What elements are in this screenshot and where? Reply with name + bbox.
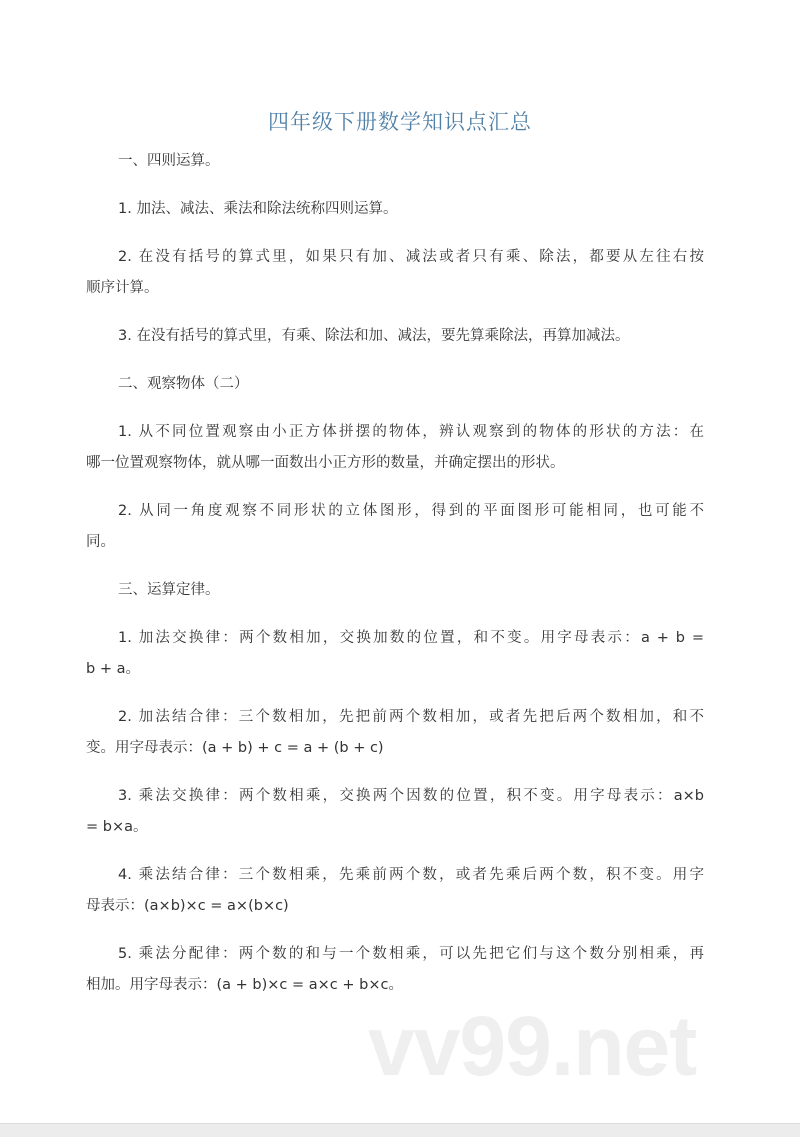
paragraph-line: 2. 在没有括号的算式里，如果只有加、减法或者只有乘、除法，都要从左往右按 bbox=[118, 249, 704, 265]
paragraph bbox=[86, 194, 704, 225]
paragraph-line: 1. 加法交换律：两个数相加，交换加数的位置，和不变。用字母表示：a + b = bbox=[118, 630, 704, 646]
paragraph-line: 3. 在没有括号的算式里，有乘、除法和加、减法，要先算乘除法，再算加减法。 bbox=[118, 328, 630, 344]
paragraph bbox=[86, 939, 704, 1001]
paragraph-line: 哪一位置观察物体，就从哪一面数出小正方形的数量，并确定摆出的形状。 bbox=[86, 455, 565, 471]
watermark: vv99.net bbox=[368, 999, 697, 1093]
paragraph bbox=[86, 417, 704, 479]
paragraph-line: 1. 从不同位置观察由小正方体拼摆的物体，辨认观察到的物体的形状的方法：在 bbox=[118, 424, 704, 440]
paragraph-line: 顺序计算。 bbox=[86, 280, 159, 296]
paragraph bbox=[86, 575, 704, 606]
document-title: 四年级下册数学知识点汇总 bbox=[268, 110, 532, 134]
paragraph bbox=[86, 369, 704, 400]
paragraph-line: 变。用字母表示：(a + b) + c = a + (b + c) bbox=[86, 740, 384, 756]
paragraph-line: 母表示：(a×b)×c = a×(b×c) bbox=[86, 898, 289, 914]
paragraph bbox=[86, 623, 704, 685]
paragraph-line: 相加。用字母表示：(a + b)×c = a×c + b×c。 bbox=[86, 977, 403, 993]
paragraph-line: 同。 bbox=[86, 534, 115, 550]
paragraph-line: b + a。 bbox=[86, 661, 140, 677]
paragraph-line: 1. 加法、减法、乘法和除法统称四则运算。 bbox=[118, 201, 398, 217]
paragraph-line: 一、四则运算。 bbox=[118, 153, 220, 169]
paragraph bbox=[86, 321, 704, 352]
paragraph-line: = b×a。 bbox=[86, 819, 148, 835]
paragraph bbox=[86, 242, 704, 304]
page-gap bbox=[0, 1124, 800, 1137]
document-body bbox=[86, 146, 704, 1018]
paragraph-line: 4. 乘法结合律：三个数相乘，先乘前两个数，或者先乘后两个数，积不变。用字 bbox=[118, 867, 704, 883]
paragraph-line: 3. 乘法交换律：两个数相乘，交换两个因数的位置，积不变。用字母表示：a×b bbox=[118, 788, 704, 804]
paragraph-line: 2. 从同一角度观察不同形状的立体图形，得到的平面图形可能相同，也可能不 bbox=[118, 503, 704, 519]
paragraph-line: 2. 加法结合律：三个数相加，先把前两个数相加，或者先把后两个数相加，和不 bbox=[118, 709, 704, 725]
paragraph-line: 5. 乘法分配律：两个数的和与一个数相乘，可以先把它们与这个数分别相乘，再 bbox=[118, 946, 704, 962]
paragraph bbox=[86, 702, 704, 764]
paragraph bbox=[86, 781, 704, 843]
paragraph bbox=[86, 496, 704, 558]
paragraph bbox=[86, 860, 704, 922]
paragraph-line: 三、运算定律。 bbox=[118, 582, 220, 598]
paragraph-line: 二、观察物体（二） bbox=[118, 376, 249, 392]
paragraph bbox=[86, 146, 704, 177]
